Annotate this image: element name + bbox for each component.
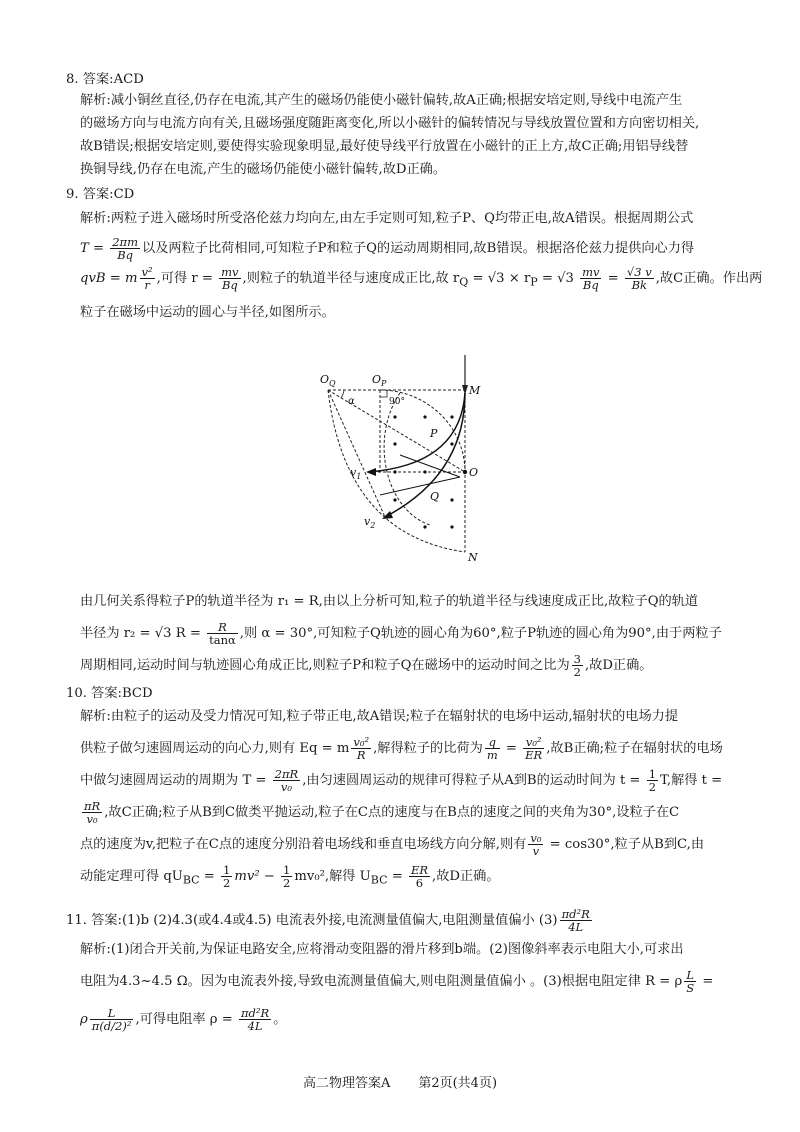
answer-text: 11. 答案:(1)b (2)4.3(或4.4或4.5) 电流表外接,电流测量值偏大,电阻测量值偏小 (3) <box>66 913 558 928</box>
radial-line <box>400 455 460 477</box>
numerator: 1 <box>648 767 657 781</box>
fraction <box>580 266 601 291</box>
fraction <box>684 969 696 994</box>
subscript: Q <box>459 275 469 289</box>
question-10-answer: 10. 答案:BCD <box>66 686 153 701</box>
question-11 <box>66 908 756 1036</box>
text-line: 解析:(1)闭合开关前,为保证电路安全,应将滑动变阻器的滑片移到b端。(2)图像斜率表示电阻大小,可求出 <box>80 942 684 957</box>
formula-text: mv² − <box>234 869 280 884</box>
numerator: √3 v <box>626 265 652 279</box>
question-11-explanation <box>66 934 756 1036</box>
fraction <box>90 1007 134 1032</box>
fraction <box>625 266 654 291</box>
trajectory-p <box>368 393 465 472</box>
numerator: v₀² <box>353 735 370 749</box>
formula-text: ,可得 r = <box>156 271 218 286</box>
formula-text: 电阻为4.3~4.5 Ω。因为电流表外接,导致电流测量值偏大,则电阻测量值偏小 。(3)根据电阻定律 R = ρ <box>80 974 683 989</box>
formula-text: ,故B正确;粒子在辐射状的电场 <box>546 741 723 756</box>
field-dot <box>423 470 426 473</box>
formula-text: ,故C正确。作出两 <box>655 271 763 286</box>
denominator: 6 <box>415 876 424 890</box>
question-8-explanation <box>66 89 756 181</box>
denominator: π(d/2)² <box>91 1019 132 1033</box>
label-o: O <box>469 466 479 479</box>
question-11-answer <box>66 908 756 934</box>
formula-text: = √3 <box>537 271 579 286</box>
field-dot <box>450 442 453 445</box>
alpha-angle-arc <box>341 390 344 398</box>
fraction <box>273 768 301 793</box>
page-footer <box>0 1072 800 1091</box>
text-line <box>80 1004 756 1036</box>
text-line: 换铜导线,仍存在电流,产生的磁场仍能使小磁针偏转,故D正确。 <box>80 162 447 177</box>
fraction <box>647 768 658 793</box>
fraction <box>560 908 592 933</box>
question-9-explanation-continued <box>66 586 756 682</box>
text-line <box>80 618 756 650</box>
numerator: v² <box>141 265 153 279</box>
figure-labels <box>320 373 481 564</box>
denominator: Bq <box>117 248 134 262</box>
numerator: L <box>684 969 696 982</box>
fraction <box>523 736 544 761</box>
denominator: 4L <box>247 1019 263 1033</box>
formula-text: = <box>199 869 220 884</box>
text-line <box>80 234 756 264</box>
denominator: Bk <box>631 278 648 292</box>
arrow-icon <box>366 468 376 476</box>
denominator: ER <box>525 748 543 762</box>
numerator: mv <box>221 265 239 279</box>
question-8-answer: 8. 答案:ACD <box>66 72 144 87</box>
question-8 <box>66 68 756 181</box>
field-dot <box>423 415 426 418</box>
numerator: 2πR <box>274 767 299 781</box>
formula-text: ,由匀速圆周运动的规律可得粒子从A到B的运动时间为 t = <box>302 773 645 788</box>
formula-text: 供粒子做匀速圆周运动的向心力,则有 Eq = m <box>80 741 350 756</box>
label-v1: $v_1$ <box>350 466 362 481</box>
label-right-angle: 90° <box>389 397 405 407</box>
formula-text: ρ <box>80 1012 88 1027</box>
footer-subject: 高二物理答案A <box>302 1076 391 1091</box>
field-dot <box>393 442 396 445</box>
formula-text: 周期相同,运动时间与轨迹圆心角成正比,则粒子P和粒子Q在磁场中的运动时间之比为 <box>80 658 570 673</box>
numerator: 1 <box>283 863 291 877</box>
field-dot <box>423 525 426 528</box>
denominator: 2 <box>573 665 581 679</box>
text-line: 解析:两粒子进入磁场时所受洛伦兹力均向左,由左手定则可知,粒子P、Q均带正电,故A错误。根据周期公式 <box>80 211 694 226</box>
denominator: S <box>686 981 695 995</box>
denominator: Bq <box>582 278 599 292</box>
fraction <box>528 832 543 857</box>
numerator: R <box>207 621 238 634</box>
question-9-explanation <box>66 204 763 328</box>
formula-text: ,故D正确。 <box>584 658 653 673</box>
denominator: 2 <box>223 876 231 890</box>
fraction <box>82 800 102 825</box>
denominator: 2 <box>648 780 657 794</box>
formula-text: T,解得 t = <box>660 773 723 788</box>
fraction <box>140 266 155 291</box>
text-line <box>80 264 763 298</box>
formula-text: ,则 α = 30°,可知粒子Q轨迹的圆心角为60°,粒子P轨迹的圆心角为90°,由于两粒子 <box>239 626 722 641</box>
formula-text: mv₀²,解得 U <box>294 869 371 884</box>
text-line: 解析:由粒子的运动及受力情况可知,粒子带正电,故A错误;粒子在辐射状的电场中运动,辐射状的电场力提 <box>80 709 679 724</box>
fraction <box>351 736 371 761</box>
text-line <box>80 797 756 829</box>
numerator: πR <box>84 799 101 813</box>
subscript: BC <box>182 873 200 887</box>
label-v2: $v_2$ <box>364 515 376 530</box>
text-line <box>80 966 756 998</box>
oq-radius-line-2 <box>328 390 385 517</box>
numerator: πd²R <box>240 1006 270 1020</box>
formula-text: = <box>387 869 407 884</box>
formula-text: = <box>603 271 623 286</box>
formula-text: T = <box>80 241 109 256</box>
particle-trajectory-figure <box>300 345 500 565</box>
formula-text: = <box>501 741 522 756</box>
fraction <box>572 653 583 678</box>
field-dot <box>450 525 453 528</box>
numerator: v₀ <box>530 831 542 845</box>
formula-text: ,解得粒子的比荷为 <box>373 741 483 756</box>
denominator: R <box>356 748 366 762</box>
fraction <box>219 266 240 291</box>
label-q: Q <box>430 490 440 503</box>
denominator: Bq <box>221 278 238 292</box>
formula-text: ,则粒子的轨道半径与速度成正比,故 r <box>242 271 460 286</box>
fraction <box>207 621 238 646</box>
denominator: v <box>532 844 540 858</box>
numerator: L <box>90 1007 134 1020</box>
denominator: m <box>486 748 498 762</box>
denominator: 2 <box>283 876 291 890</box>
text-line <box>80 650 756 682</box>
denominator: 4L <box>568 920 584 934</box>
label-p: P <box>430 427 438 440</box>
question-9 <box>66 183 763 328</box>
numerator: mv <box>582 265 600 279</box>
point-o <box>463 470 467 474</box>
text-line <box>80 829 756 861</box>
question-10-explanation <box>66 701 756 897</box>
formula-text: ,可得电阻率 ρ = <box>135 1012 237 1027</box>
formula-text: 动能定理可得 qU <box>80 869 183 884</box>
field-dot <box>450 415 453 418</box>
question-10 <box>66 682 756 897</box>
fraction <box>110 236 140 261</box>
text-line: 的磁场方向与电流方向有关,且磁场强度随距离变化,所以小磁针的偏转情况与导线放置位置和方向密切相关, <box>80 116 700 131</box>
denominator: v₀ <box>280 780 292 794</box>
label-m: M <box>469 384 481 397</box>
numerator: πd²R <box>561 907 590 921</box>
formula-text: 半径为 r₂ = √3 R = <box>80 626 206 641</box>
field-dot <box>393 498 396 501</box>
text-line <box>80 765 756 797</box>
fraction <box>239 1007 271 1032</box>
text-line: 故B错误;根据安培定则,要使得实验现象明显,最好使导线平行放置在小磁针的正上方,故C正确;用铝导线替 <box>80 139 689 154</box>
field-dot <box>450 498 453 501</box>
numerator: q <box>485 736 500 749</box>
formula-text: 点的速度为v,把粒子在C点的速度分别沿着电场线和垂直电场线方向分解,则有 <box>80 837 527 852</box>
formula-text: ,故C正确;粒子从B到C做类平抛运动,粒子在C点的速度与在B点的速度之间的夹角为30°,设粒子在C <box>104 805 680 820</box>
field-dot <box>393 415 396 418</box>
formula-text: = √3 × r <box>468 271 531 286</box>
numerator: 3 <box>573 652 581 666</box>
subscript: P <box>530 275 538 289</box>
question-9-answer: 9. 答案:CD <box>66 187 135 202</box>
denominator: r <box>144 278 150 292</box>
label-n: N <box>468 551 478 564</box>
formula-text: = <box>698 974 714 989</box>
fraction <box>221 864 232 889</box>
text-line: 解析:减小铜丝直径,仍存在电流,其产生的磁场仍能使小磁针偏转,故A正确;根据安培定则,导线中电流产生 <box>80 93 683 108</box>
numerator: 2πm <box>112 235 139 249</box>
subscript: BC <box>370 873 388 887</box>
text-line <box>80 861 756 897</box>
numerator: ER <box>410 863 428 877</box>
label-op: $O_P$ <box>372 373 387 388</box>
fraction <box>281 864 292 889</box>
formula-text: = cos30°,粒子从B到C,由 <box>545 837 705 852</box>
right-angle-mark <box>380 390 387 397</box>
formula-text: qvB = m <box>80 271 138 286</box>
denominator: v₀ <box>86 812 98 826</box>
text-line: 由几何关系得粒子P的轨道半径为 r₁ = R,由以上分析可知,粒子的轨道半径与线速度成正比,故粒子Q的轨道 <box>80 594 699 609</box>
label-oq: $O_Q$ <box>320 373 336 388</box>
formula-text: 。 <box>273 1012 287 1027</box>
denominator: tanα <box>209 633 236 647</box>
numerator: v₀² <box>523 736 544 749</box>
numerator: 1 <box>223 863 231 877</box>
field-dot <box>393 470 396 473</box>
label-alpha: α <box>348 396 355 407</box>
formula-text: 以及两粒子比荷相同,可知粒子P和粒子Q的运动周期相同,故B错误。根据洛伦兹力提供向心力得 <box>142 241 695 256</box>
formula-text: ,故D正确。 <box>432 869 500 884</box>
fraction <box>485 736 500 761</box>
text-line <box>80 733 756 765</box>
text-line: 粒子在磁场中运动的圆心与半径,如图所示。 <box>80 304 335 320</box>
trajectory-q <box>385 393 465 517</box>
footer-page-number: 第2页(共4页) <box>418 1076 498 1091</box>
fraction <box>409 864 430 889</box>
question-9-continued <box>66 586 756 682</box>
formula-text: 中做匀速圆周运动的周期为 T = <box>80 773 271 788</box>
